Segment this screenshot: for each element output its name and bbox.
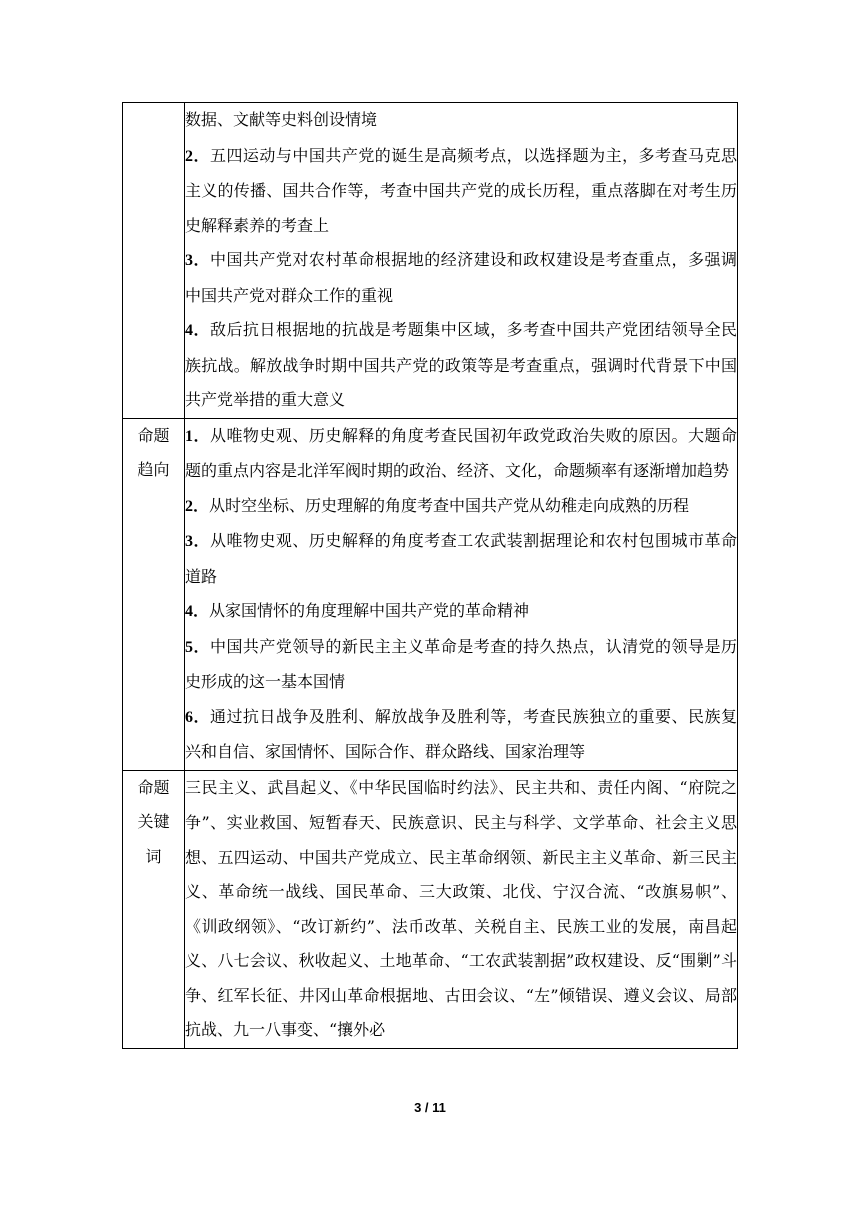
row-content — [185, 770, 738, 1048]
row-content — [185, 418, 738, 770]
table-row — [123, 103, 738, 419]
row-content — [185, 103, 738, 419]
row-label-trend: 命题趋向 — [123, 418, 185, 770]
row-label — [123, 103, 185, 419]
keyword-paragraph: 三民主义、武昌起义、《中华民国临时约法》、民主共和、责任内阁、“府院之争”、实业救国、短暂春天、民族意识、民主与科学、文学革命、社会主义思想、五四运动、中国共产党成立、民主革命纲领、新民主主义革命、新三民主义、革命统一战线、国民革命、三大政策、北伐、宁汉合流、“改旗易帜”、《训政纲领》、“改订新约”、法币改革、关税自主、民族工业的发展，南昌起义、八七会议、秋收起义、土地革命、“工农武装割据”政权建设、反“围剿”斗争、红军长征、井冈山革命根据地、古田会议、“左”倾错误、遵义会议、局部抗战、九一八事变、“攘外必 — [185, 777, 737, 1039]
list-item: 2．五四运动与中国共产党的诞生是高频考点，以选择题为主，多考查马克思主义的传播、国共合作等，考查中国共产党的成长历程，重点落脚在对考生历史解释素养的考查上 — [185, 145, 737, 235]
list-item: 5．中国共产党领导的新民主主义革命是考查的持久热点，认清党的领导是历史形成的这一基本国情 — [185, 636, 737, 691]
list-item: 3．从唯物史观、历史解释的角度考查工农武装割据理论和农村包围城市革命道路 — [185, 531, 737, 586]
row-label-keywords: 命题关键词 — [123, 770, 185, 1048]
list-item: 数据、文献等史料创设情境 — [185, 110, 378, 129]
table-row — [123, 770, 738, 1048]
list-item: 1．从唯物史观、历史解释的角度考查民国初年政党政治失败的原因。大题命题的重点内容是北洋军阀时期的政治、经济、文化，命题频率有逐渐增加趋势 — [185, 425, 737, 480]
content-table — [122, 102, 738, 1049]
table-row — [123, 418, 738, 770]
list-item: 6．通过抗日战争及胜利、解放战争及胜利等，考查民族独立的重要、民族复兴和自信、家国情怀、国际合作、群众路线、国家治理等 — [185, 706, 737, 761]
list-item: 2．从时空坐标、历史理解的角度考查中国共产党从幼稚走向成熟的历程 — [185, 495, 690, 515]
list-item: 3．中国共产党对农村革命根据地的经济建设和政权建设是考查重点，多强调中国共产党对群众工作的重视 — [185, 250, 737, 305]
list-item: 4．敌后抗日根据地的抗战是考题集中区域，多考查中国共产党团结领导全民族抗战。解放战争时期中国共产党的政策等是考查重点，强调时代背景下中国共产党举措的重大意义 — [185, 320, 737, 409]
page-number: 3 / 11 — [414, 1100, 446, 1115]
list-item: 4．从家国情怀的角度理解中国共产党的革命精神 — [185, 601, 530, 620]
